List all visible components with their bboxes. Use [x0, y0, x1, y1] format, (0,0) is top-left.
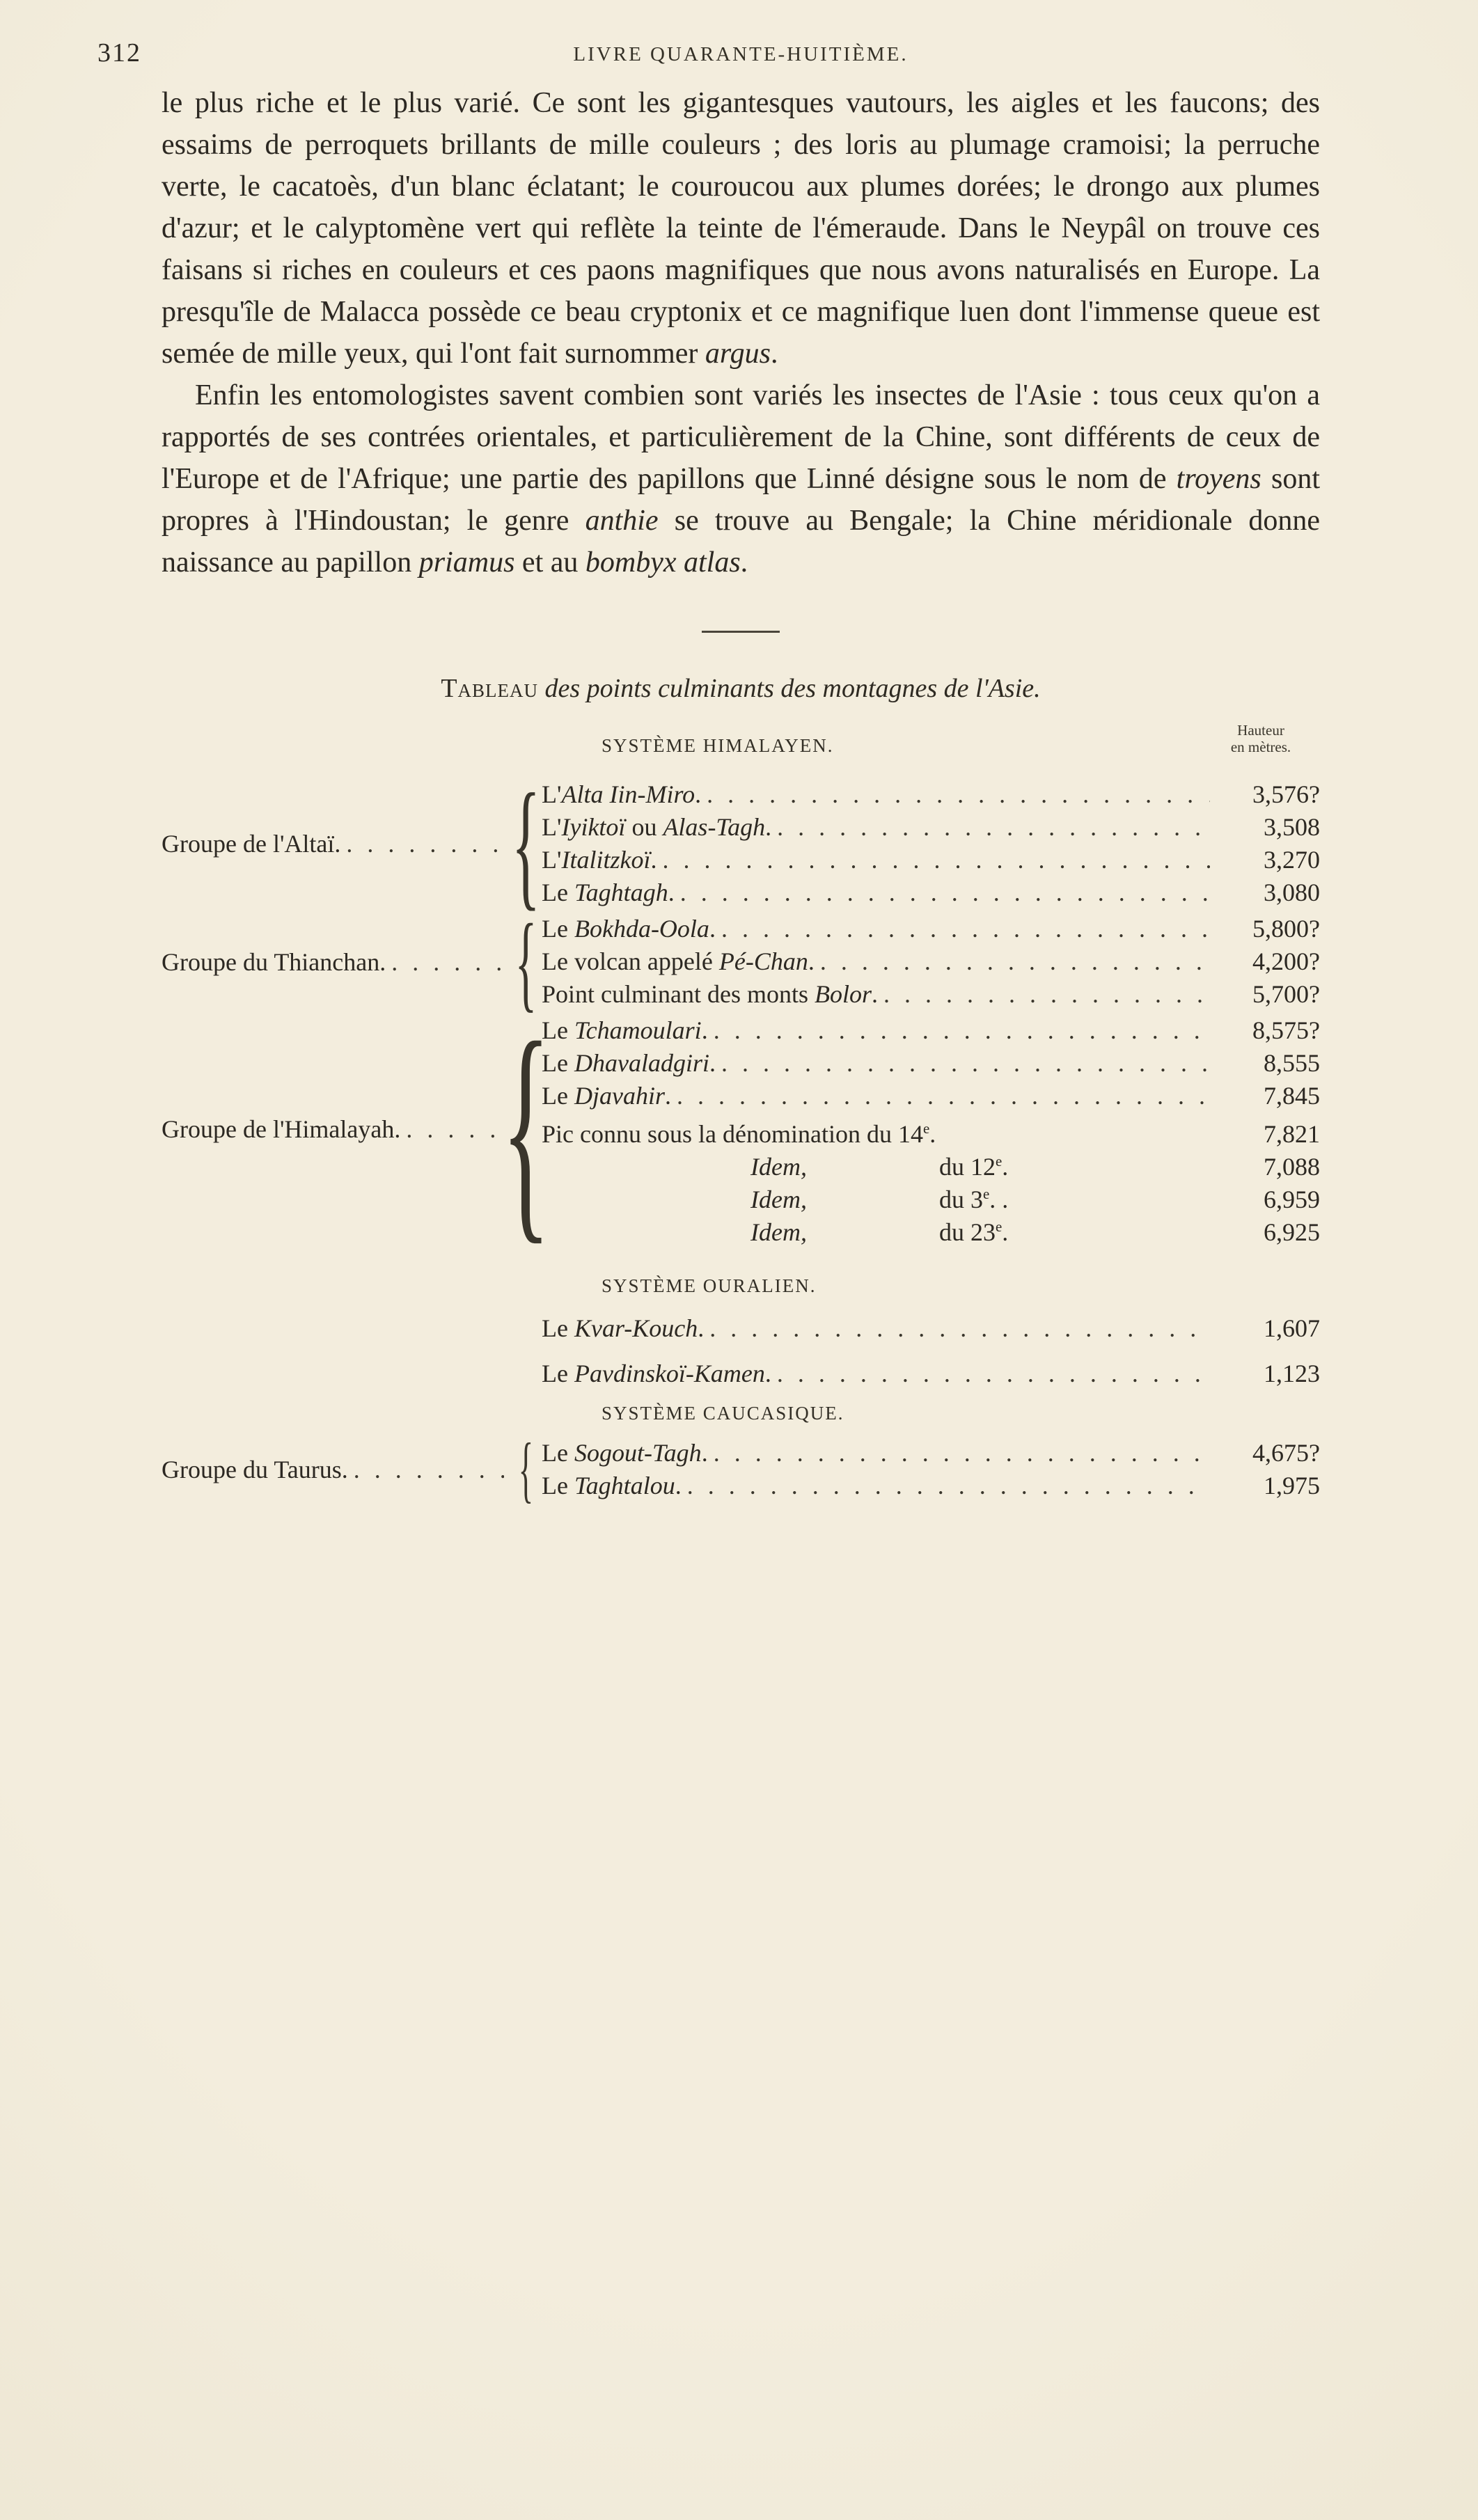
mountain-name: Le Taghtagh.	[542, 879, 675, 906]
table-row	[542, 1437, 1320, 1470]
group-label-row	[162, 1455, 510, 1484]
group-rows	[542, 1437, 1320, 1502]
paragraph-1: le plus riche et le plus varié. Ce sont les gigantesques vautours, les aigles et les faucons; des essaims de perroquets brillants de mille couleurs ; des loris au plumage cramoisi; la perruche verte, le cacatoès, d'un blanc éclatant; le couroucou aux plumes dorées; le drongo aux plumes d'azur; et le calyptomène vert qui reflète la teinte de l'émeraude. Dans le Neypâl on trouve ces faisans si riches en couleurs et ces paons magnifiques que nous avons naturalisés en Europe. La presqu'île de Malacca possède ce beau cryptonix et ce magnifique luen dont l'immense queue est semée de mille yeux, qui l'ont fait surnommer argus.	[162, 87, 1320, 370]
table-row	[542, 1047, 1320, 1080]
brace-icon: {	[518, 1428, 533, 1511]
height-value: 3,508	[1264, 813, 1320, 841]
table-row	[542, 945, 1320, 978]
mountain-name: Le Djavahir.	[542, 1082, 671, 1110]
brace-icon: {	[514, 901, 537, 1022]
height-column-header	[1196, 722, 1326, 755]
table-row	[542, 844, 1320, 876]
table-row	[542, 778, 1320, 811]
height-value: 5,800?	[1252, 915, 1320, 943]
dot-leader	[714, 1437, 1210, 1470]
group-rows	[542, 1014, 1320, 1246]
table-row	[542, 1178, 1320, 1211]
mountain-name: Idem,	[750, 1153, 807, 1181]
table-row	[542, 913, 1320, 945]
table-row	[542, 811, 1320, 844]
height-value: 3,080	[1264, 879, 1320, 906]
paragraph-2: Enfin les entomologistes savent combien sont variés les insectes de l'Asie : tous ceux qu'on a rapportés de ses contrées orientales, et particulièrement de la Chine, sont différents de ceux de l'Europe et de l'Afrique; une partie des papillons que Linné désigne sous le nom de troyens sont propres à l'Hindoustan; le genre anthie se trouve au Bengale; la Chine méridionale donne naissance au papillon priamus et au bombyx atlas.	[162, 379, 1320, 578]
mountains-table	[162, 722, 1320, 1511]
system-heading-caucasique: SYSTÈME CAUCASIQUE.	[602, 1403, 844, 1424]
mountain-name: Le Bokhda-Oola.	[542, 915, 716, 943]
height-value: 4,200?	[1252, 947, 1320, 975]
group-label-row	[162, 947, 510, 977]
mountain-name: Idem,	[750, 1218, 807, 1246]
mountain-name: Idem,	[750, 1186, 807, 1213]
height-value: 1,607	[1264, 1314, 1320, 1342]
dot-leader	[721, 913, 1210, 945]
mountain-name: Pic connu sous la dénomination du 14e.	[542, 1120, 936, 1148]
group-label: Groupe de l'Altaï.	[162, 830, 341, 858]
group-label-row	[162, 829, 510, 858]
table-row	[542, 1312, 1320, 1345]
group-label: Groupe du Taurus.	[162, 1456, 348, 1483]
height-value: 1,975	[1264, 1472, 1320, 1499]
body-text	[162, 82, 1320, 583]
page-number: 312	[97, 38, 141, 68]
dot-leader	[677, 1080, 1210, 1112]
peak-ordinal: du 23e.	[938, 1218, 1009, 1246]
brace-icon: {	[501, 992, 551, 1264]
height-value: 3,576?	[1252, 780, 1320, 808]
group-label-row	[162, 1115, 510, 1144]
dot-leader	[721, 1047, 1210, 1080]
group-altai	[162, 764, 1320, 924]
group-rows	[542, 913, 1320, 1011]
dot-leader	[354, 1455, 504, 1484]
table-row	[542, 1211, 1320, 1246]
brace-icon: {	[511, 764, 540, 924]
dot-leader	[820, 945, 1210, 978]
mountain-name: L'Iyiktoï ou Alas-Tagh.	[542, 813, 772, 841]
mountain-name: Le Sogout-Tagh.	[542, 1439, 708, 1467]
system-heading-ouralien: SYSTÈME OURALIEN.	[602, 1275, 817, 1296]
height-value: 5,700?	[1252, 980, 1320, 1008]
height-value: 7,845	[1264, 1082, 1320, 1110]
height-value: 6,959	[1264, 1186, 1320, 1213]
group-label: Groupe de l'Himalayah.	[162, 1115, 401, 1143]
table-row	[542, 1080, 1320, 1112]
dot-leader	[406, 1115, 504, 1144]
height-value: 4,675?	[1252, 1439, 1320, 1467]
height-value: 7,088	[1264, 1153, 1320, 1181]
height-value: 6,925	[1264, 1218, 1320, 1246]
page-content	[97, 35, 1320, 1511]
dot-leader	[709, 1312, 1210, 1345]
mountain-name: Le Dhavaladgiri.	[542, 1049, 716, 1077]
dot-leader	[777, 1357, 1210, 1390]
mountain-name: Le volcan appelé Pé-Chan.	[542, 947, 815, 975]
table-row	[542, 1357, 1320, 1390]
dot-leader	[391, 947, 504, 977]
mountain-name: L'Alta Iin-Miro.	[542, 780, 702, 808]
dot-leader	[883, 978, 1210, 1011]
dot-leader	[680, 876, 1210, 909]
group-thianchan	[162, 901, 1320, 1022]
mountain-name: Le Pavdinskoï-Kamen.	[542, 1360, 771, 1387]
table-title: Tableau des points culminants des montagnes de l'Asie.	[441, 674, 1041, 703]
section-divider	[702, 631, 780, 633]
dot-leader	[707, 778, 1210, 811]
page-header	[97, 35, 1320, 72]
table-row	[542, 1112, 1320, 1148]
height-header-line2: en mètres.	[1230, 739, 1291, 755]
running-title: LIVRE QUARANTE-HUITIÈME.	[573, 43, 909, 65]
table-row	[542, 978, 1320, 1011]
peak-ordinal: du 12e.	[938, 1153, 1009, 1181]
height-value: 1,123	[1264, 1360, 1320, 1387]
group-label: Groupe du Thianchan.	[162, 947, 386, 976]
table-row	[542, 1014, 1320, 1047]
height-value: 3,270	[1264, 846, 1320, 874]
height-value: 8,555	[1264, 1049, 1320, 1077]
mountain-name: Point culminant des monts Bolor.	[542, 980, 879, 1008]
mountain-name: L'Italitzkoï.	[542, 846, 657, 874]
dot-leader	[346, 829, 504, 858]
dot-leader	[687, 1470, 1210, 1502]
dot-leader	[777, 811, 1210, 844]
system-heading-himalayen: SYSTÈME HIMALAYEN.	[602, 735, 834, 756]
height-value: 7,821	[1264, 1120, 1320, 1148]
group-taurus	[162, 1428, 1320, 1511]
table-row	[542, 1470, 1320, 1502]
table-row	[542, 876, 1320, 909]
mountain-name: Le Kvar-Kouch.	[542, 1314, 705, 1342]
dot-leader	[714, 1014, 1210, 1047]
ouralien-rows	[542, 1312, 1320, 1390]
group-rows	[542, 778, 1320, 909]
height-header-line1: Hauteur	[1237, 722, 1284, 739]
height-value: 8,575?	[1252, 1016, 1320, 1044]
dot-leader	[662, 844, 1210, 876]
table-head	[162, 722, 1320, 775]
mountain-name: Le Taghtalou.	[542, 1472, 682, 1499]
peak-ordinal: du 3e. .	[938, 1186, 1009, 1213]
mountain-name: Le Tchamoulari.	[542, 1016, 708, 1044]
